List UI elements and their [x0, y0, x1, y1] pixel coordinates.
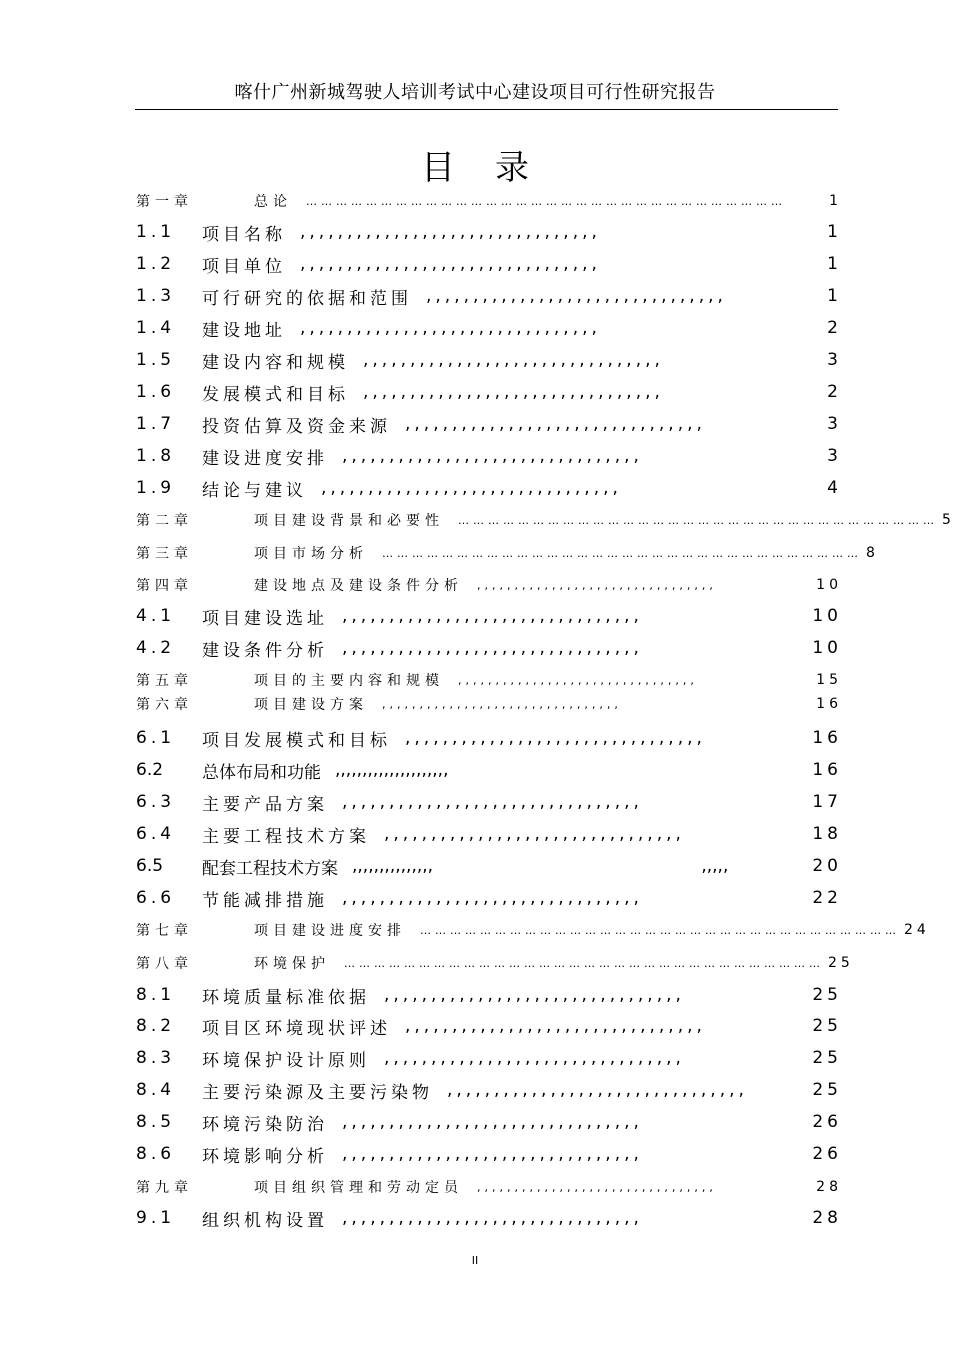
toc-entry-leader: ,,,,,,,,,,,,,,,,,,,,,,,,,,,,,,,,	[405, 1016, 706, 1036]
toc-entry[interactable]	[136, 572, 842, 598]
toc-entry-title: 建设内容和规模	[202, 352, 349, 373]
toc-entry[interactable]	[136, 982, 842, 1008]
toc-entry-page: 16	[812, 760, 842, 780]
toc-entry-title: 项目建设方案	[254, 697, 368, 713]
toc-entry-title: 可行研究的依据和范围	[202, 288, 412, 309]
toc-entry-leader: ……………………………………………………………………………………	[458, 513, 938, 527]
toc-entry-number: 8.6	[136, 1144, 176, 1164]
toc-entry[interactable]	[136, 917, 930, 943]
toc-entry-leader: ,,,,,,,,,,,,,,,,,,,,,,,,,,,,,,,,	[405, 728, 706, 748]
toc-entry-leader: ,,,,,,,,,,,,,,,	[352, 856, 434, 876]
toc-entry-leader: ……………………………………………………………………………………	[344, 956, 824, 970]
toc-entry-page: 1	[827, 286, 842, 306]
toc-entry-title: 主要产品方案	[202, 794, 328, 815]
toc-entry-number: 第八章	[136, 956, 193, 972]
toc-entry-page: 3	[827, 446, 842, 466]
toc-entry-leader: ,,,,,,,,,,,,,,,,,,,,,,,,,,,,,,,,	[342, 1112, 643, 1132]
toc-entry-leader: ,,,,,,,,,,,,,,,,,,,,,,,,,,,,,,,,	[342, 638, 643, 658]
toc-entry-number: 第六章	[136, 697, 193, 713]
toc-entry-page: 10	[816, 577, 842, 593]
toc-entry-leader-secondary: ,,,,,	[701, 856, 729, 876]
toc-entry-number: 1.3	[136, 286, 176, 306]
toc-entry[interactable]	[136, 379, 842, 405]
toc-entry[interactable]	[136, 219, 842, 245]
toc-entry-title: 节能减排措施	[202, 890, 328, 911]
toc-entry-number: 1.9	[136, 478, 176, 498]
toc-entry-leader: ,,,,,,,,,,,,,,,,,,,,,,,,,,,,,,,,	[342, 1208, 643, 1228]
toc-entry-page: 20	[812, 856, 842, 876]
toc-entry-leader: ,,,,,,,,,,,,,,,,,,,,,,,,,,,,,,,,	[300, 222, 601, 242]
toc-entry-page: 28	[812, 1208, 842, 1228]
toc-entry-number: 6.4	[136, 824, 176, 844]
toc-entry-number: 第四章	[136, 578, 193, 594]
toc-entry[interactable]	[136, 1174, 842, 1200]
toc-entry-number: 1.2	[136, 254, 176, 274]
toc-entry-title: 环境污染防治	[202, 1114, 328, 1135]
toc-entry-page: 28	[816, 1179, 842, 1195]
toc-entry-title: 项目建设进度安排	[254, 923, 406, 939]
toc-entry-leader: ……………………………………………………………………………………	[306, 194, 786, 208]
toc-entry-leader: ……………………………………………………………………………………	[420, 923, 900, 937]
toc-entry-number: 1.4	[136, 318, 176, 338]
toc-entry-leader: ,,,,,,,,,,,,,,,,,,,,,,,,,,,,,,,,	[363, 350, 664, 370]
toc-title: 目录	[421, 148, 569, 188]
toc-entry-leader: ,,,,,,,,,,,,,,,,,,,,,,,,,,,,,,,,	[384, 985, 685, 1005]
toc-entry-leader: ,,,,,,,,,,,,,,,,,,,,,,,,,,,,,,,,	[458, 673, 698, 687]
toc-entry[interactable]	[136, 347, 842, 373]
toc-entry-number: 第七章	[136, 923, 193, 939]
toc-entry-page: 25	[812, 1016, 842, 1036]
toc-entry-number: 第三章	[136, 546, 193, 562]
toc-entry-number: 1.5	[136, 350, 176, 370]
toc-entry-page: 3	[827, 414, 842, 434]
toc-entry[interactable]	[136, 853, 842, 879]
toc-entry-leader: ,,,,,,,,,,,,,,,,,,,,,,,,,,,,,,,,	[321, 478, 622, 498]
toc-entry-leader: ……………………………………………………………………………………	[382, 546, 862, 560]
toc-entry-leader: ,,,,,,,,,,,,,,,,,,,,,,,,,,,,,,,,	[342, 606, 643, 626]
toc-entry-page: 3	[827, 350, 842, 370]
toc-entry-number: 8.5	[136, 1112, 176, 1132]
toc-entry-title: 投资估算及资金来源	[202, 416, 391, 437]
toc-entry-page: 15	[816, 672, 842, 688]
toc-entry-leader: ,,,,,,,,,,,,,,,,,,,,,,,,,,,,,,,,	[342, 446, 643, 466]
toc-entry-title: 总体布局和功能	[202, 762, 321, 783]
toc-entry-number: 8.3	[136, 1048, 176, 1068]
toc-entry[interactable]	[136, 950, 854, 976]
toc-entry-number: 8.2	[136, 1016, 176, 1036]
toc-entry-leader: ,,,,,,,,,,,,,,,,,,,,,,,,,,,,,,,,	[426, 286, 727, 306]
toc-entry-page: 25	[828, 955, 854, 971]
toc-entry-title: 环境保护设计原则	[202, 1050, 370, 1071]
toc-entry-number: 9.1	[136, 1208, 176, 1228]
toc-entry-title: 建设地址	[202, 320, 286, 341]
toc-entry-leader: ,,,,,,,,,,,,,,,,,,,,,,,,,,,,,,,,	[342, 888, 643, 908]
toc-entry[interactable]	[136, 315, 842, 341]
toc-entry-page: 25	[812, 1080, 842, 1100]
toc-entry-title: 发展模式和目标	[202, 384, 349, 405]
toc-entry-number: 4.1	[136, 606, 176, 626]
page-number: II	[471, 1254, 479, 1267]
toc-entry-page: 18	[812, 824, 842, 844]
toc-entry-leader: ,,,,,,,,,,,,,,,,,,,,,,,,,,,,,,,,	[300, 318, 601, 338]
toc-entry-leader: ,,,,,,,,,,,,,,,,,,,,,	[335, 760, 449, 780]
toc-entry[interactable]	[136, 1141, 842, 1167]
toc-entry-title: 环境影响分析	[202, 1146, 328, 1167]
toc-entry[interactable]	[136, 789, 842, 815]
toc-entry-leader: ,,,,,,,,,,,,,,,,,,,,,,,,,,,,,,,,	[342, 1144, 643, 1164]
toc-entry[interactable]	[136, 691, 842, 717]
toc-entry-title: 项目区环境现状评述	[202, 1018, 391, 1039]
toc-entry-page: 4	[827, 478, 842, 498]
toc-entry-number: 6.6	[136, 888, 176, 908]
toc-entry-page: 25	[812, 1048, 842, 1068]
toc-entry-page: 17	[812, 792, 842, 812]
toc-entry[interactable]	[136, 885, 842, 911]
toc-entry-title: 建设地点及建设条件分析	[254, 578, 463, 594]
toc-entry-title: 项目发展模式和目标	[202, 730, 391, 751]
toc-entry-title: 总论	[254, 194, 292, 210]
toc-entry-page: 10	[812, 606, 842, 626]
toc-entry-leader: ,,,,,,,,,,,,,,,,,,,,,,,,,,,,,,,,	[342, 792, 643, 812]
toc-entry-number: 6.5	[136, 856, 164, 876]
toc-entry-number: 1.1	[136, 222, 176, 242]
toc-entry-title: 项目建设选址	[202, 608, 328, 629]
toc-entry[interactable]	[136, 475, 842, 501]
toc-entry-page: 5	[942, 512, 955, 528]
toc-entry-leader: ,,,,,,,,,,,,,,,,,,,,,,,,,,,,,,,,	[405, 414, 706, 434]
toc-entry-page: 1	[827, 254, 842, 274]
toc-entry[interactable]	[136, 821, 842, 847]
toc-entry-page: 22	[812, 888, 842, 908]
toc-entry-number: 第一章	[136, 194, 193, 210]
toc-entry[interactable]	[136, 603, 842, 629]
toc-entry-leader: ,,,,,,,,,,,,,,,,,,,,,,,,,,,,,,,,	[363, 382, 664, 402]
toc-entry-leader: ,,,,,,,,,,,,,,,,,,,,,,,,,,,,,,,,	[384, 1048, 685, 1068]
toc-entry-leader: ,,,,,,,,,,,,,,,,,,,,,,,,,,,,,,,,	[300, 254, 601, 274]
toc-entry-title: 项目组织管理和劳动定员	[254, 1180, 463, 1196]
toc-entry-page: 24	[904, 922, 930, 938]
toc-entry-number: 6.1	[136, 728, 176, 748]
toc-entry-title: 配套工程技术方案	[202, 858, 338, 879]
toc-entry-page: 25	[812, 985, 842, 1005]
toc-entry[interactable]	[136, 1045, 842, 1071]
toc-entry-page: 1	[829, 193, 842, 209]
toc-entry-leader: ,,,,,,,,,,,,,,,,,,,,,,,,,,,,,,,,	[447, 1080, 748, 1100]
toc-entry-page: 8	[866, 545, 879, 561]
toc-entry-number: 8.1	[136, 985, 176, 1005]
toc-entry-page: 10	[812, 638, 842, 658]
toc-entry-leader: ,,,,,,,,,,,,,,,,,,,,,,,,,,,,,,,,	[477, 1180, 717, 1194]
toc-entry-page: 16	[816, 696, 842, 712]
toc-entry[interactable]	[136, 507, 955, 533]
toc-entry-page: 2	[827, 382, 842, 402]
toc-entry-number: 1.8	[136, 446, 176, 466]
toc-entry[interactable]	[136, 667, 842, 693]
toc-entry-title: 组织机构设置	[202, 1210, 328, 1231]
toc-entry[interactable]	[136, 1013, 842, 1039]
toc-entry[interactable]	[136, 635, 842, 661]
toc-entry-leader: ,,,,,,,,,,,,,,,,,,,,,,,,,,,,,,,,	[382, 697, 622, 711]
toc-entry-number: 4.2	[136, 638, 176, 658]
toc-entry-title: 建设条件分析	[202, 640, 328, 661]
toc-entry-number: 1.7	[136, 414, 176, 434]
toc-entry-number: 6.2	[136, 760, 164, 780]
toc-entry[interactable]	[136, 251, 842, 277]
toc-entry-number: 1.6	[136, 382, 176, 402]
toc-entry-number: 第二章	[136, 513, 193, 529]
toc-entry-number: 第五章	[136, 673, 193, 689]
toc-entry[interactable]	[136, 283, 842, 309]
toc-entry-title: 环境保护	[254, 956, 330, 972]
toc-entry-title: 主要污染源及主要污染物	[202, 1082, 433, 1103]
toc-entry[interactable]	[136, 757, 842, 783]
toc-entry-title: 环境质量标准依据	[202, 987, 370, 1008]
toc-entry[interactable]	[136, 540, 879, 566]
toc-entry-title: 建设进度安排	[202, 448, 328, 469]
toc-entry-title: 项目建设背景和必要性	[254, 513, 444, 529]
toc-entry-title: 项目的主要内容和规模	[254, 673, 444, 689]
toc-entry[interactable]	[136, 1109, 842, 1135]
toc-entry[interactable]	[136, 411, 842, 437]
toc-entry[interactable]	[136, 1077, 842, 1103]
toc-entry-page: 2	[827, 318, 842, 338]
toc-entry-page: 26	[812, 1112, 842, 1132]
toc-entry-leader: ,,,,,,,,,,,,,,,,,,,,,,,,,,,,,,,,	[384, 824, 685, 844]
toc-entry-number: 第九章	[136, 1180, 193, 1196]
toc-entry-title: 项目单位	[202, 256, 286, 277]
toc-entry-leader: ,,,,,,,,,,,,,,,,,,,,,,,,,,,,,,,,	[477, 578, 717, 592]
toc-entry-title: 项目名称	[202, 224, 286, 245]
running-header: 喀什广州新城驾驶人培训考试中心建设项目可行性研究报告	[234, 82, 716, 103]
toc-entry[interactable]	[136, 443, 842, 469]
toc-entry[interactable]	[136, 1205, 842, 1231]
toc-entry-title: 项目市场分析	[254, 546, 368, 562]
toc-entry[interactable]	[136, 188, 842, 214]
toc-entry-page: 26	[812, 1144, 842, 1164]
toc-entry-title: 主要工程技术方案	[202, 826, 370, 847]
toc-entry-number: 6.3	[136, 792, 176, 812]
toc-entry-title: 结论与建议	[202, 480, 307, 501]
toc-entry-number: 8.4	[136, 1080, 176, 1100]
toc-entry-page: 1	[827, 222, 842, 242]
toc-entry-page: 16	[812, 728, 842, 748]
toc-entry[interactable]	[136, 725, 842, 751]
